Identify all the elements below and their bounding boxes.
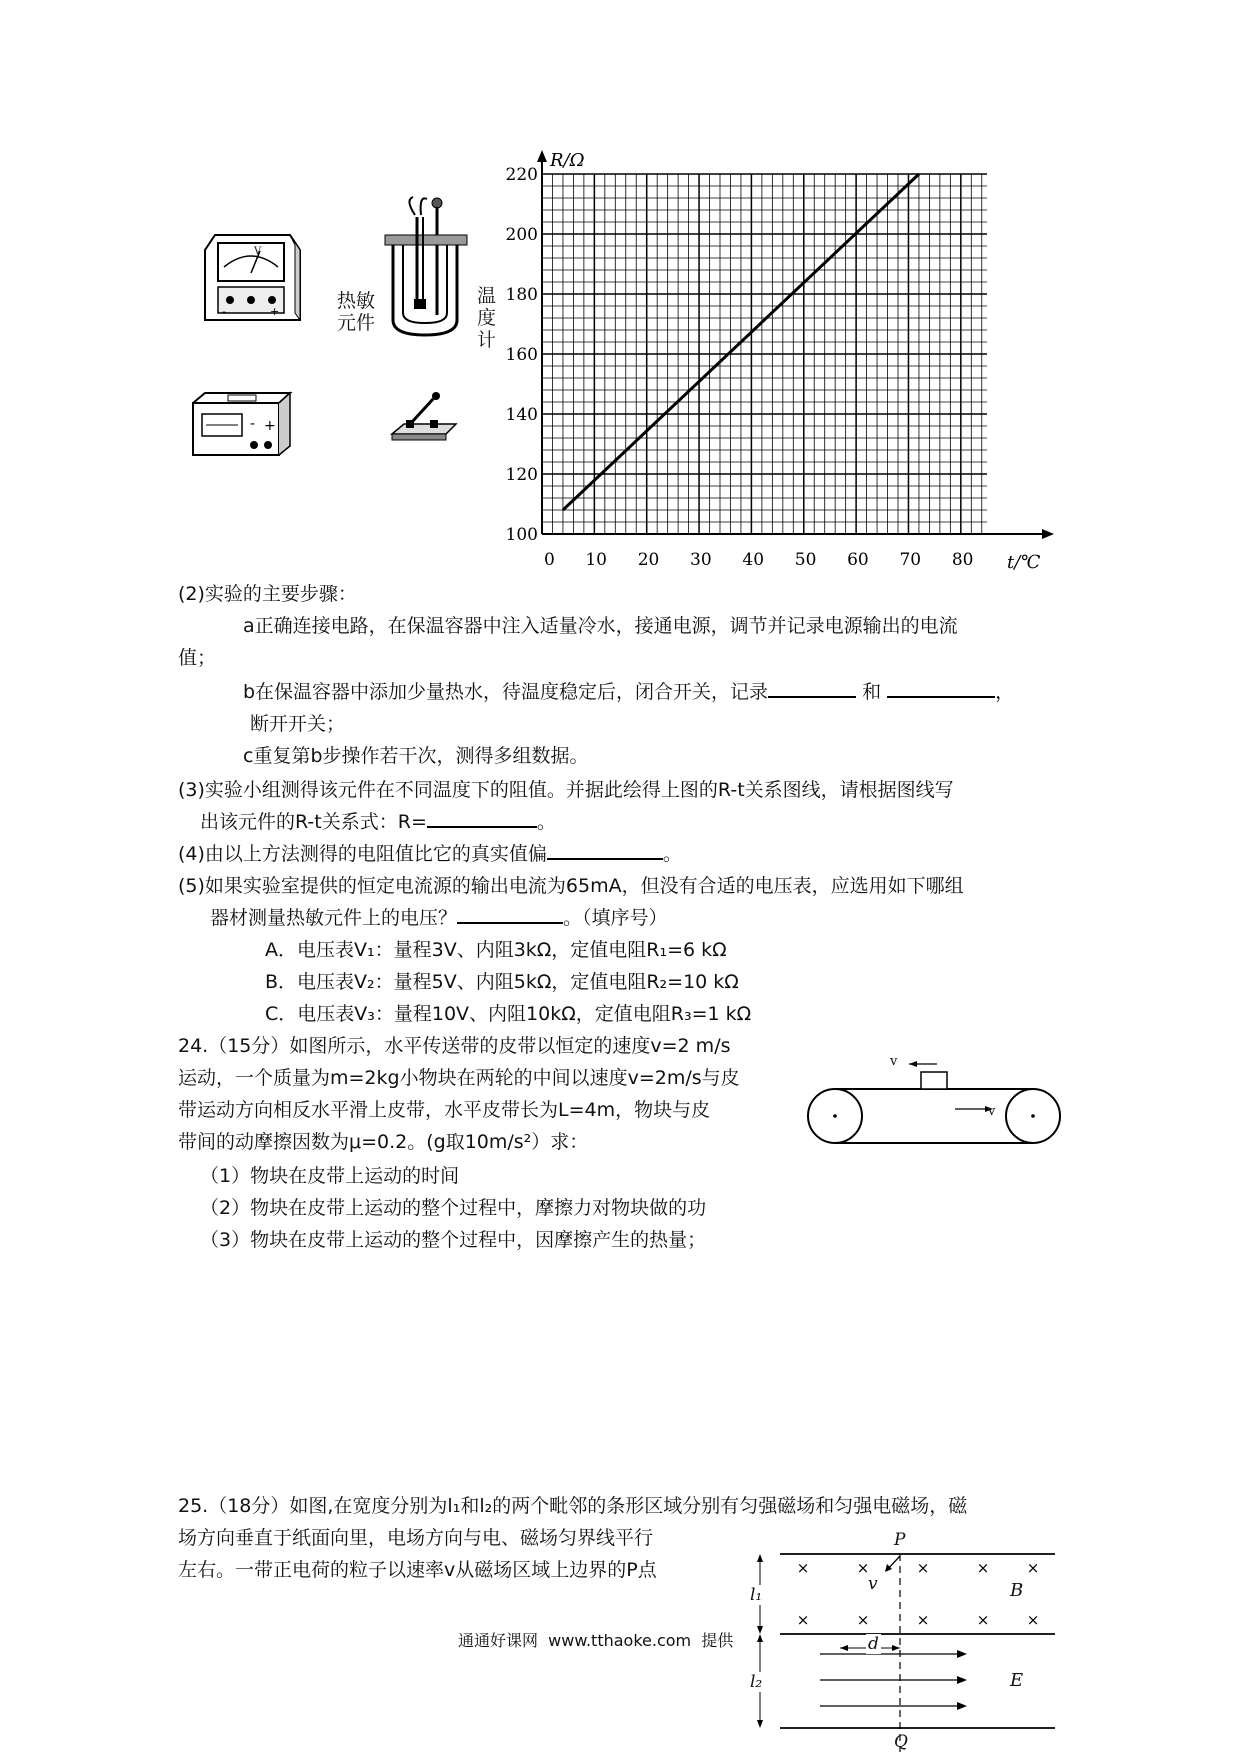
answer-blank-q5[interactable] bbox=[457, 902, 563, 924]
field-cross-mark: × bbox=[916, 1559, 930, 1577]
q5-option-a: A．电压表V₁：量程3V、内阻3kΩ，定值电阻R₁=6 kΩ bbox=[265, 939, 727, 961]
heat-container-illustration bbox=[375, 195, 475, 345]
answer-blank-b1[interactable] bbox=[768, 676, 856, 698]
x-tick-label: 70 bbox=[899, 550, 922, 570]
steps-heading: (2)实验的主要步骤： bbox=[178, 583, 357, 605]
q3-line1: (3)实验小组测得该元件在不同温度下的阻值。并据此绘得上图的R-t关系图线，请根据图线写 bbox=[178, 779, 954, 801]
q24-line2: 运动，一个质量为m=2kg小物块在两轮的中间以速度v=2m/s与皮 bbox=[178, 1067, 740, 1089]
field-cross-mark: × bbox=[1026, 1611, 1040, 1629]
y-tick-label: 220 bbox=[505, 165, 538, 185]
y-axis-arrow bbox=[537, 150, 547, 162]
y-tick-label: 180 bbox=[505, 285, 538, 305]
width-l1-label: l₁ bbox=[750, 1585, 763, 1605]
thermistor-label-2: 元件 bbox=[337, 312, 376, 334]
step-b-text-end: ， bbox=[995, 681, 1015, 703]
field-cross-mark: × bbox=[916, 1611, 930, 1629]
y-tick-label: 100 bbox=[505, 525, 538, 545]
q3-end: 。 bbox=[536, 811, 556, 833]
svg-text:-: - bbox=[250, 416, 256, 432]
q5-option-b: B．电压表V₂：量程5V、内阻5kΩ，定值电阻R₂=10 kΩ bbox=[265, 971, 739, 993]
step-a-line1: a正确连接电路，在保温容器中注入适量冷水，接通电源，调节并记录电源输出的电流 bbox=[243, 615, 958, 637]
thermometer-label-1: 温 bbox=[477, 285, 497, 307]
q24-line3: 带运动方向相反水平滑上皮带，水平皮带长为L=4m，物块与皮 bbox=[178, 1099, 711, 1121]
field-cross-mark: × bbox=[796, 1611, 810, 1629]
distance-d-label: d bbox=[868, 1634, 879, 1654]
step-b-text-and: 和 bbox=[862, 681, 882, 703]
field-cross-mark: × bbox=[1026, 1559, 1040, 1577]
answer-blank-q4[interactable] bbox=[547, 838, 663, 860]
belt-velocity-label: v bbox=[988, 1104, 996, 1119]
x-tick-label: 40 bbox=[742, 550, 765, 570]
point-p-label: P bbox=[894, 1530, 906, 1550]
q5-line2 bbox=[210, 902, 668, 934]
step-b-text-1: b在保温容器中添加少量热水，待温度稳定后，闭合开关，记录 bbox=[243, 681, 769, 703]
answer-blank-q3[interactable] bbox=[427, 806, 537, 828]
thermometer-label-3: 计 bbox=[477, 329, 497, 351]
q25-line3: 左右。一带正电荷的粒子以速率v从磁场区域上边界的P点 bbox=[178, 1559, 657, 1581]
q5-end: 。（填序号） bbox=[563, 907, 668, 929]
x-tick-label: 30 bbox=[690, 550, 712, 570]
r-t-chart bbox=[500, 150, 1080, 573]
voltmeter-illustration bbox=[200, 225, 310, 325]
field-region-diagram bbox=[745, 1530, 1065, 1754]
x-tick-label: 50 bbox=[794, 550, 817, 570]
q24-sub2: （2）物块在皮带上运动的整个过程中，摩擦力对物块做的功 bbox=[200, 1197, 707, 1219]
width-l2-label: l₂ bbox=[750, 1672, 763, 1692]
x-tick-label: 80 bbox=[951, 550, 974, 570]
q24-sub3: （3）物块在皮带上运动的整个过程中，因摩擦产生的热量； bbox=[200, 1229, 707, 1251]
x-tick-label: 10 bbox=[585, 550, 607, 570]
x-axis-label: t/℃ bbox=[1007, 552, 1041, 573]
x-tick-label: 0 bbox=[544, 550, 555, 570]
svg-text:+: + bbox=[264, 418, 276, 434]
step-c-line: c重复第b步操作若干次，测得多组数据。 bbox=[243, 745, 589, 767]
chart-ticks bbox=[506, 165, 974, 570]
q24-line4: 带间的动摩擦因数为μ=0.2。(g取10m/s²）求： bbox=[178, 1131, 589, 1153]
q24-sub1: （1）物块在皮带上运动的时间 bbox=[200, 1165, 460, 1187]
q4-line bbox=[178, 838, 682, 870]
q4-text: (4)由以上方法测得的电阻值比它的真实值偏 bbox=[178, 843, 547, 865]
q5-text: 器材测量热敏元件上的电压？ bbox=[210, 907, 458, 929]
magnetic-field-crosses bbox=[797, 1559, 1040, 1629]
q5-option-c: C．电压表V₃：量程10V、内阻10kΩ，定值电阻R₃=1 kΩ bbox=[265, 1003, 752, 1025]
x-tick-label: 20 bbox=[637, 550, 660, 570]
thermistor-label-1: 热敏 bbox=[337, 290, 376, 312]
voltmeter-face-letter: V bbox=[254, 246, 262, 257]
field-cross-mark: × bbox=[856, 1611, 870, 1629]
step-b-line1 bbox=[243, 676, 1014, 708]
q5-line1: (5)如果实验室提供的恒定电流源的输出电流为65mA，但没有合适的电压表，应选用如下哪组 bbox=[178, 875, 964, 897]
field-cross-mark: × bbox=[796, 1559, 810, 1577]
svg-text:+: + bbox=[270, 305, 280, 318]
q4-end: 。 bbox=[662, 843, 682, 865]
point-q-label: Q bbox=[894, 1732, 908, 1752]
x-axis-arrow bbox=[1042, 529, 1054, 539]
step-b-line2: 断开开关； bbox=[250, 713, 346, 735]
svg-text:-: - bbox=[222, 305, 226, 318]
y-tick-label: 200 bbox=[505, 225, 538, 245]
field-cross-mark: × bbox=[856, 1559, 870, 1577]
footer-watermark: 通通好课网 www.tthaoke.com 提供 bbox=[458, 1628, 733, 1651]
chart-axes bbox=[537, 150, 1054, 573]
field-cross-mark: × bbox=[976, 1611, 990, 1629]
electric-field-label: E bbox=[1010, 1670, 1024, 1691]
particle-velocity-label: v bbox=[868, 1574, 878, 1594]
field-cross-mark: × bbox=[976, 1559, 990, 1577]
switch-illustration bbox=[390, 390, 460, 445]
y-tick-label: 140 bbox=[505, 405, 538, 425]
answer-blank-b2[interactable] bbox=[887, 676, 995, 698]
y-tick-label: 160 bbox=[505, 345, 538, 365]
step-a-line2: 值； bbox=[178, 647, 217, 669]
q25-line1: 25.（18分）如图,在宽度分别为l₁和l₂的两个毗邻的条形区域分别有匀强磁场和匀强电磁场，磁 bbox=[178, 1495, 968, 1517]
q3-line2 bbox=[200, 806, 556, 838]
thermometer-label-2: 度 bbox=[477, 307, 497, 329]
block-velocity-label: v bbox=[890, 1054, 898, 1069]
q25-line2: 场方向垂直于纸面向里，电场方向与电、磁场匀界线平行 bbox=[178, 1527, 654, 1549]
y-axis-label: R/Ω bbox=[550, 150, 585, 171]
current-source-illustration bbox=[190, 388, 295, 460]
q24-line1: 24.（15分）如图所示，水平传送带的皮带以恒定的速度v=2 m/s bbox=[178, 1035, 731, 1057]
y-tick-label: 120 bbox=[505, 465, 538, 485]
conveyor-belt-diagram bbox=[805, 1052, 1065, 1162]
x-tick-label: 60 bbox=[847, 550, 869, 570]
chart-grid bbox=[542, 174, 987, 534]
magnetic-field-label: B bbox=[1010, 1580, 1024, 1601]
q3-text: 出该元件的R-t关系式：R= bbox=[200, 811, 427, 833]
